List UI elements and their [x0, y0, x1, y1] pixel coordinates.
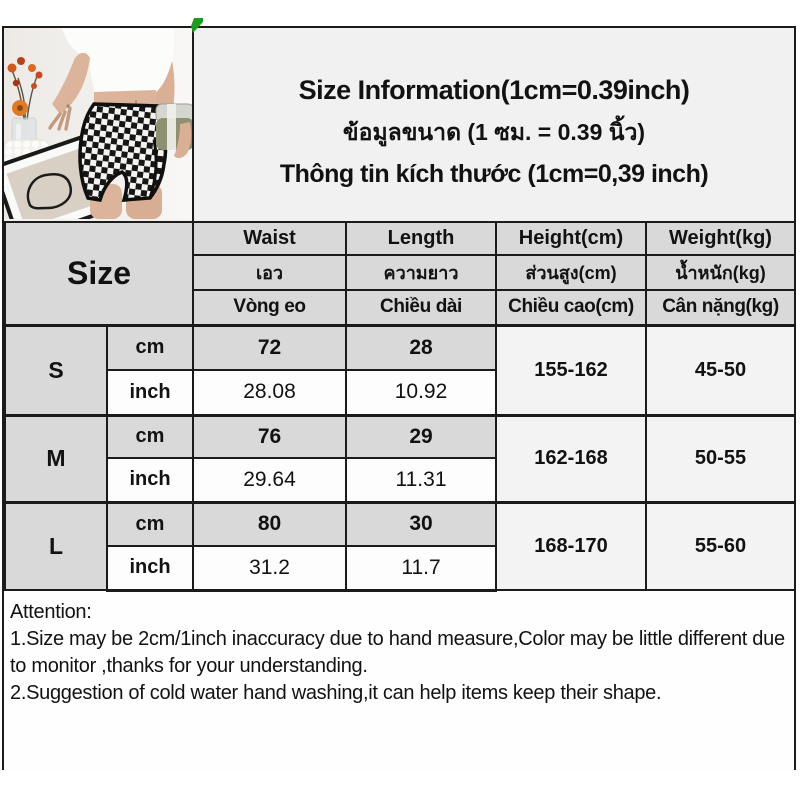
L-length-inch: 11.7: [346, 546, 496, 590]
M-waist-cm: 76: [193, 415, 346, 458]
attention-section: [4, 592, 794, 771]
content-frame: [2, 26, 796, 770]
title-thai: ข้อมูลขนาด (1 ซม. = 0.39 นิ้ว): [342, 118, 646, 145]
col-header-height-vi: Chiều cao(cm): [496, 290, 646, 325]
M-length-cm: 29: [346, 415, 496, 458]
S-waist-cm: 72: [193, 325, 346, 370]
col-header-weight: Weight(kg): [646, 222, 795, 255]
attention-heading: Attention:: [10, 600, 92, 623]
daisy-flower: [12, 100, 28, 116]
unit-inch: inch: [107, 370, 193, 415]
col-header-waist-vi: Vòng eo: [193, 290, 346, 325]
col-header-weight-th: น้ำหนัก(kg): [646, 255, 795, 290]
unit-inch: inch: [107, 458, 193, 502]
header-row-english: [5, 222, 795, 255]
M-length-inch: 11.31: [346, 458, 496, 502]
product-photo: [4, 28, 194, 221]
col-header-length: Length: [346, 222, 496, 255]
title-block: [194, 28, 794, 221]
size-label-S: S: [5, 325, 107, 415]
green-corner-marker: [190, 18, 204, 34]
ring: [66, 104, 69, 107]
S-weight-range: 45-50: [646, 325, 795, 415]
top-band: [4, 28, 794, 221]
title-vietnamese: Thông tin kích thước (1cm=0,39 inch): [279, 159, 709, 188]
S-waist-inch: 28.08: [193, 370, 346, 415]
title-english: Size Information(1cm=0.39inch): [298, 74, 690, 105]
attention-note-2: 2.Suggestion of cold water hand washing,it can help items keep their shape.: [10, 681, 662, 704]
size-corner-cell: Size: [5, 222, 193, 325]
col-header-waist-th: เอว: [193, 255, 346, 290]
unit-cm: cm: [107, 325, 193, 370]
L-waist-cm: 80: [193, 502, 346, 546]
S-length-cm: 28: [346, 325, 496, 370]
unit-inch: inch: [107, 546, 193, 590]
col-header-length-th: ความยาว: [346, 255, 496, 290]
col-header-weight-vi: Cân nặng(kg): [646, 290, 795, 325]
col-header-height: Height(cm): [496, 222, 646, 255]
col-header-waist: Waist: [193, 222, 346, 255]
photo-illustration: [4, 28, 192, 219]
row-L-cm: [5, 502, 795, 546]
L-height-range: 168-170: [496, 502, 646, 590]
col-header-length-vi: Chiều dài: [346, 290, 496, 325]
row-M-cm: [5, 415, 795, 458]
L-weight-range: 55-60: [646, 502, 795, 590]
size-table: [4, 221, 796, 592]
col-header-height-th: ส่วนสูง(cm): [496, 255, 646, 290]
size-label-L: L: [5, 502, 107, 590]
unit-cm: cm: [107, 502, 193, 546]
size-label-M: M: [5, 415, 107, 502]
S-length-inch: 10.92: [346, 370, 496, 415]
M-height-range: 162-168: [496, 415, 646, 502]
bag-strap: [167, 104, 176, 150]
L-waist-inch: 31.2: [193, 546, 346, 590]
row-S-cm: [5, 325, 795, 370]
M-weight-range: 50-55: [646, 415, 795, 502]
L-length-cm: 30: [346, 502, 496, 546]
S-height-range: 155-162: [496, 325, 646, 415]
attention-note-1: 1.Size may be 2cm/1inch inaccuracy due to hand measure,Color may be little different due to monitor ,thanks for your understanding.: [10, 627, 785, 677]
unit-cm: cm: [107, 415, 193, 458]
M-waist-inch: 29.64: [193, 458, 346, 502]
